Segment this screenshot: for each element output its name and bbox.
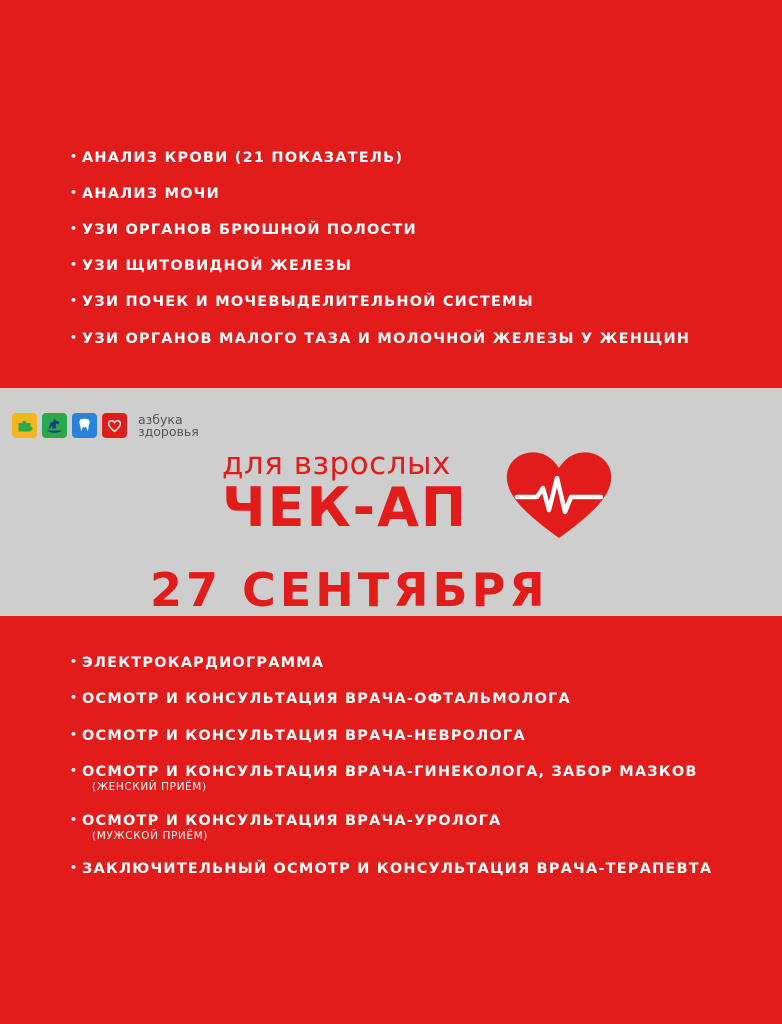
heart-icon [102, 413, 127, 438]
event-date: 27 СЕНТЯБРЯ [150, 563, 549, 617]
list-item: • УЗИ ЩИТОВИДНОЙ ЖЕЛЕЗЫ [70, 258, 353, 274]
list-item: • АНАЛИЗ КРОВИ (21 ПОКАЗАТЕЛЬ) [70, 150, 404, 166]
tooth-icon [72, 413, 97, 438]
list-item: • УЗИ ПОЧЕК И МОЧЕВЫДЕЛИТЕЛЬНОЙ СИСТЕМЫ [70, 294, 534, 310]
list-item: • УЗИ ОРГАНОВ БРЮШНОЙ ПОЛОСТИ [70, 222, 417, 238]
rocking-horse-icon [42, 413, 67, 438]
list-item: • ЭЛЕКТРОКАРДИОГРАММА [70, 655, 325, 671]
list-item: • АНАЛИЗ МОЧИ [70, 186, 220, 202]
list-item-note: (МУЖСКОЙ ПРИЁМ) [92, 830, 208, 842]
list-item-note: (ЖЕНСКИЙ ПРИЁМ) [92, 781, 207, 793]
page-title: ЧЕК-АП [222, 476, 469, 539]
brand-logo [12, 413, 199, 438]
list-item: • ЗАКЛЮЧИТЕЛЬНЫЙ ОСМОТР И КОНСУЛЬТАЦИЯ ВРАЧА-ТЕРАПЕВТА [70, 861, 713, 877]
list-item: • ОСМОТР И КОНСУЛЬТАЦИЯ ВРАЧА-НЕВРОЛОГА [70, 728, 526, 744]
list-item: • ОСМОТР И КОНСУЛЬТАЦИЯ ВРАЧА-УРОЛОГА (МУЖСКОЙ ПРИЁМ) [70, 813, 502, 842]
brand-name: азбука здоровья [138, 411, 199, 439]
list-item: • УЗИ ОРГАНОВ МАЛОГО ТАЗА И МОЛОЧНОЙ ЖЕЛЕЗЫ У ЖЕНЩИН [70, 331, 691, 347]
list-item: • ОСМОТР И КОНСУЛЬТАЦИЯ ВРАЧА-ОФТАЛЬМОЛОГА [70, 691, 571, 707]
list-item: • ОСМОТР И КОНСУЛЬТАЦИЯ ВРАЧА-ГИНЕКОЛОГА, ЗАБОР МАЗКОВ (ЖЕНСКИЙ ПРИЁМ) [70, 764, 698, 793]
heartbeat-heart-icon [503, 450, 615, 542]
puzzle-icon [12, 413, 37, 438]
audience-subtitle: для взрослых [222, 446, 451, 482]
